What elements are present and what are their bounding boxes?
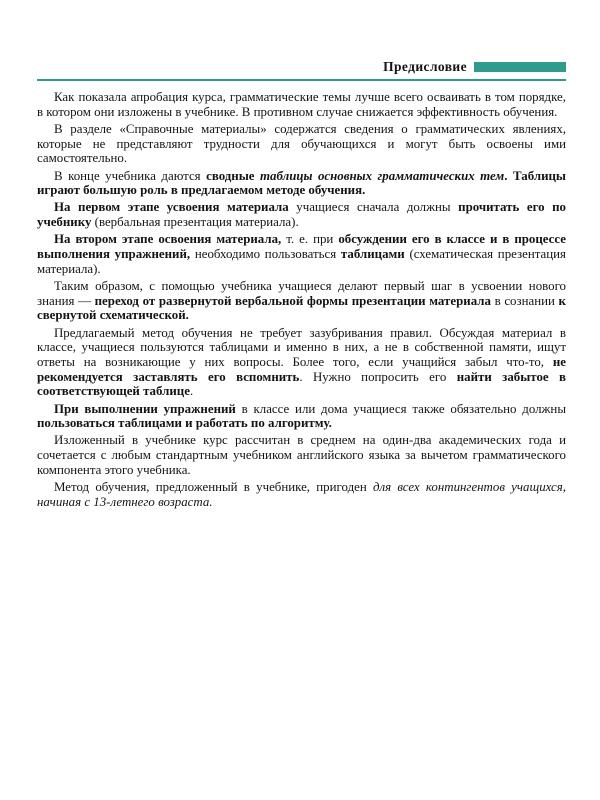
text-run: Предлагаемый метод обучения не требует зазубривания правил. Обсуждая материал в классе, учащиеся пользуются таблицами и именно в них, а не в собственной памяти, ищут ответы на возникающие у них вопросы. Более того, если учащийся забыл что-то,: [37, 325, 566, 369]
text-run: Таблицы играют большую роль в предлагаемом методе обучения.: [37, 168, 566, 198]
text-run: не рекомендуется заставлять его вспомнить: [37, 354, 566, 384]
text-run: В конце учебника даются: [54, 168, 207, 183]
text-run: (схематическая презентация материала).: [37, 247, 566, 276]
text-run: таблицами: [340, 247, 405, 262]
text-run: .: [504, 168, 513, 183]
text-run: Как показала апробация курса, грамматические темы лучше всего осваивать в том порядке, в котором они изложены в учебнике. В противном случае снижается эффективность обучения.: [37, 90, 566, 119]
text-run: . Нужно попросить его: [299, 369, 457, 384]
paragraph: [37, 279, 566, 323]
text-run: пользоваться таблицами и работать по алгоритму.: [37, 416, 332, 431]
text-run: переход от развернутой вербальной формы презентации материала: [94, 293, 491, 308]
text-run: На втором этапе освоения материала,: [54, 232, 282, 247]
paragraph: [37, 122, 566, 166]
text-run: учащиеся сначала должны: [288, 200, 459, 215]
page-title: Предисловие: [383, 59, 467, 74]
paragraph: [37, 326, 566, 400]
text-run: необходимо пользоваться: [190, 247, 341, 262]
text-run: (вербальная презентация материала).: [91, 215, 299, 230]
text-run: для всех контингентов учащихся, начиная с 13-летнего возраста.: [37, 480, 566, 509]
text-run: таблицы основных грамматических тем: [260, 168, 505, 183]
document-content: [37, 90, 566, 509]
page-header: [37, 60, 566, 74]
text-run: Таким образом, с помощью учебника учащиеся делают первый шаг в усвоении нового знания —: [37, 278, 566, 308]
text-run: к свернутой схематической.: [37, 293, 566, 323]
paragraph: [37, 169, 566, 198]
text-run: В разделе «Справочные материалы» содержатся сведения о грамматических явлениях, которые не представляют трудности для обучающихся и могут быть освоены ими самостоятельно.: [37, 121, 566, 166]
text-run: т. е. при: [281, 232, 339, 247]
text-run: прочитать его по учебнику: [37, 200, 567, 230]
paragraph: [37, 480, 566, 509]
paragraph: [37, 232, 566, 276]
header-rule: [37, 79, 566, 81]
paragraph: [37, 200, 566, 229]
paragraph: [37, 402, 566, 431]
text-run: Метод обучения, предложенный в учебнике, пригоден: [54, 480, 373, 495]
text-run: сводные: [206, 168, 261, 183]
text-run: Изложенный в учебнике курс рассчитан в среднем на один-два академических года и сочетается с любым стандартным учебником английского языка за вычетом грамматического компонента этого учебника.: [37, 433, 566, 477]
text-run: в классе или дома учащиеся также обязательно должны: [235, 401, 566, 416]
paragraph: [37, 90, 566, 119]
text-run: .: [189, 384, 194, 399]
paragraph: [37, 433, 566, 477]
text-run: найти забытое в соответствующей таблице: [37, 369, 566, 399]
text-run: в сознании: [490, 293, 559, 308]
header-accent-bar: [474, 62, 566, 72]
text-run: На первом этапе усвоения материала: [54, 200, 289, 215]
text-run: обсуждении его в классе и в процессе выполнения упражнений,: [37, 232, 566, 262]
text-run: При выполнении упражнений: [54, 401, 236, 416]
